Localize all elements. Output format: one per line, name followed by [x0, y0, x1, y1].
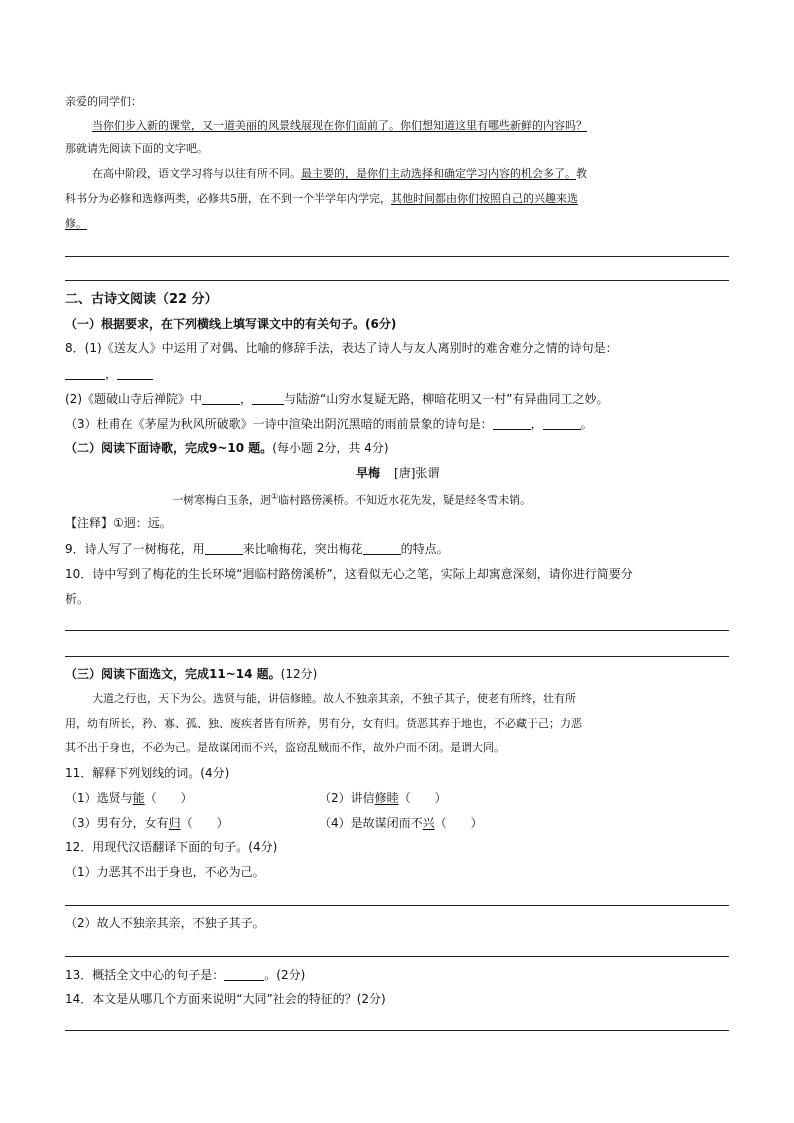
poem-note-mark: ①: [271, 492, 279, 501]
answer-rule: [65, 630, 729, 631]
q8-1-sep: ，: [105, 367, 118, 381]
letter-p2-a: 在高中阶段，语文学习将与以往有所不同。: [92, 167, 301, 180]
q10-line-1: 10．诗中写到了梅花的生长环境“迥临村路傍溪桥”，这看似无心之笔，实际上却寓意深刻，请你进行简要分: [65, 567, 633, 581]
q11-item-2: [319, 792, 447, 804]
letter-line-2: 那就请先阅读下面的文字吧。: [65, 142, 208, 155]
q11-4-word: 兴: [422, 816, 435, 830]
q11-3-word: 归: [168, 816, 181, 830]
passage-line-2: 用，幼有所长，矜、寡、孤、独、废疾者皆有所养，男有分，女有归。货恶其弃于地也，不必藏于己；力恶: [65, 717, 582, 730]
q12: 12．用现代汉语翻译下面的句子。(4分): [65, 840, 278, 854]
poem-text: [172, 493, 531, 506]
q12-2: （2）故人不独亲其亲，不独子其子。: [65, 916, 265, 930]
q11-2-word: 修睦: [374, 791, 399, 805]
q11-item-4: [319, 817, 483, 829]
answer-blank[interactable]: [252, 392, 284, 405]
answer-rule: [65, 1030, 729, 1031]
answer-blank[interactable]: [493, 417, 531, 430]
q11-1-word: 能: [132, 791, 145, 805]
q12-1: （1）力恶其不出于身也，不必为己。: [65, 865, 265, 879]
letter-line-3: [92, 168, 587, 179]
answer-rule: [65, 905, 729, 906]
answer-blank[interactable]: [202, 392, 240, 405]
answer-blank[interactable]: [117, 367, 153, 380]
answer-rule: [65, 656, 729, 657]
part3-title-text: （三）阅读下面选文，完成11~14 题。: [65, 667, 281, 681]
q13-b: 。(2分): [264, 968, 306, 982]
answer-blank[interactable]: [543, 417, 581, 430]
q9: [65, 542, 449, 555]
part1-title: （一）根据要求，在下列横线上填写课文中的有关句子。(6分): [65, 317, 397, 331]
q8-3-a: （3）杜甫在《茅屋为秋风所破歌》一诗中渲染出阴沉黑暗的雨前景象的诗句是：: [65, 417, 493, 431]
letter-p3-b: 其他时间都由你们按照自己的兴趣来选: [391, 192, 578, 205]
answer-blank[interactable]: [363, 542, 401, 555]
q11-item-1: [65, 792, 193, 804]
part3-score: (12分): [280, 667, 318, 681]
q8-2-b: ，: [240, 392, 253, 406]
q11-item-3: [65, 817, 229, 829]
q8-3: [65, 417, 593, 430]
section-title: 二、古诗文阅读（22 分）: [65, 292, 218, 307]
answer-blank[interactable]: [224, 968, 264, 981]
q10-line-2: 析。: [65, 592, 90, 606]
letter-line-5: 修。: [65, 217, 87, 230]
q9-c: 的特点。: [400, 542, 449, 556]
passage-line-1: 大道之行也，天下为公。选贤与能，讲信修睦。故人不独亲其亲，不独子其子，使老有所终，壮有所: [92, 692, 576, 705]
letter-p1-a: 当你们步入新的课堂，又一道美丽的风景线展现在你们面前了。: [92, 119, 400, 132]
q11: 11．解释下列划线的词。(4分): [65, 766, 230, 780]
poem-author: [唐]张谓: [394, 466, 440, 480]
q9-a: 9．诗人写了一树梅花，用: [65, 542, 205, 556]
part2-score: (每小题 2分，共 4分): [272, 441, 389, 455]
letter-line-1: [92, 120, 587, 131]
passage-line-3: 其不出于身也，不必为己。是故谋闭而不兴，盗窃乱贼而不作，故外户而不闭。是谓大同。: [65, 741, 505, 754]
q11-2-a: （2）讲信: [319, 791, 375, 805]
poem-title: 早梅: [356, 466, 381, 480]
q11-1-paren[interactable]: （ ）: [144, 791, 193, 805]
q11-1-a: （1）选贤与: [65, 791, 133, 805]
q14: 14．本文是从哪几个方面来说明“大同”社会的特征的？(2分): [65, 992, 386, 1006]
part2-title-text: （二）阅读下面诗歌，完成9~10 题。: [65, 441, 273, 455]
q11-3-a: （3）男有分，女有: [65, 816, 169, 830]
q9-b: 来比喻梅花，突出梅花: [242, 542, 363, 556]
q8-2-c: 与陆游“山穷水复疑无路，柳暗花明又一村”有异曲同工之妙。: [284, 392, 609, 406]
letter-p1-b: 你们想知道这里有哪些新鲜的内容吗？: [400, 119, 587, 132]
q8-3-b: ，: [530, 417, 543, 431]
part3-title: [65, 668, 317, 680]
letter-p2-c: 教: [576, 167, 587, 180]
q8-1: 8．(1)《送友人》中运用了对偶、比喻的修辞手法，表达了诗人与友人离别时的难舍难分之情的诗句是：: [65, 341, 618, 355]
poem-text-b: 临村路傍溪桥。不知近水花先发，疑是经冬雪未销。: [278, 493, 532, 507]
answer-rule: [65, 256, 729, 257]
q8-2-a: (2)《题破山寺后禅院》中: [65, 392, 202, 406]
poem-text-a: 一树寒梅白玉条，迥: [172, 493, 271, 507]
answer-blank[interactable]: [65, 367, 105, 380]
q13-a: 13．概括全文中心的句子是：: [65, 968, 225, 982]
q11-4-a: （4）是故谋闭而不: [319, 816, 423, 830]
q11-4-paren[interactable]: （ ）: [434, 816, 483, 830]
q8-3-c: 。: [580, 417, 593, 431]
answer-blank[interactable]: [205, 542, 243, 555]
q11-2-paren[interactable]: （ ）: [398, 791, 447, 805]
letter-greeting: 亲爱的同学们：: [65, 95, 142, 108]
letter-p3-a: 科书分为必修和选修两类，必修共5册，在不到一个半学年内学完，: [65, 192, 391, 205]
q8-1-blanks: [65, 367, 153, 380]
letter-line-4: [65, 193, 578, 204]
answer-rule: [65, 956, 729, 957]
letter-p2-b: 最主要的，是你们主动选择和确定学习内容的机会多了。: [301, 167, 576, 180]
part2-title: [65, 442, 389, 454]
poem-note: 【注释】①迥：远。: [65, 516, 172, 530]
answer-rule: [65, 280, 729, 281]
poem-heading: [356, 467, 439, 479]
q11-3-paren[interactable]: （ ）: [180, 816, 229, 830]
q13: [65, 968, 305, 981]
q8-2: [65, 392, 608, 405]
